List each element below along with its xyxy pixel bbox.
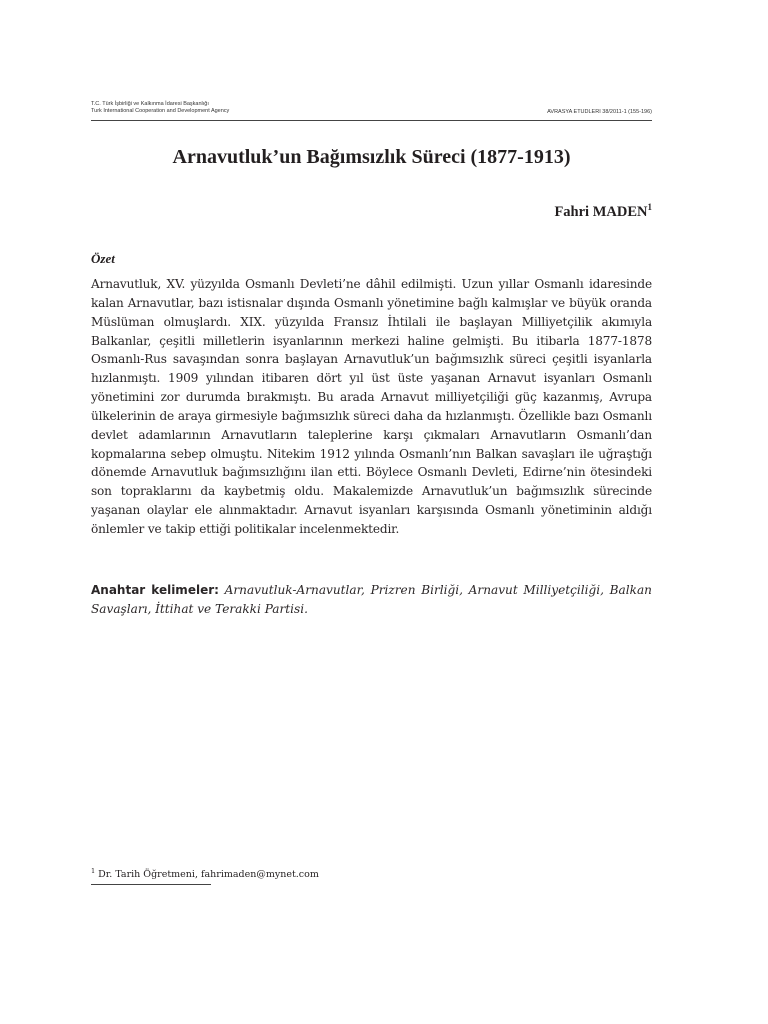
footnote-divider [91,884,211,885]
author-line [554,204,652,221]
footnote-text: Dr. Tarih Öğretmeni, fahrimaden@mynet.com [98,869,319,881]
footnote [91,864,652,882]
footnote-mark: 1 [91,867,96,875]
author-footnote-mark: 1 [647,202,652,212]
header-institution [91,101,229,115]
abstract-heading: Özet [91,251,115,266]
institution-line-2: Turk International Cooperation and Development Agency [91,108,230,114]
keywords [91,581,652,619]
keywords-label: Anahtar kelimeler: [91,583,219,597]
author-name: Fahri MADEN [554,204,648,220]
abstract-text: Arnavutluk, XV. yüzyılda Osmanlı Devleti’ne dâhil edilmişti. Uzun yıllar Osmanlı idaresinde kalan Arnavutlar, bazı istisnalar dışında Osmanlı yönetimine bağlı kalmışlar ve büyük oranda Müslüman olmuşlardı. XIX. yüzyılda Fransız İhtilali ile başlayan Milliyetçilik akımıyla Balkanlar, çeşitli milletlerin isyanlarının merkezi haline gelmişti. Bu itibarla 1877-1878 Osmanlı-Rus savaşından sonra başlayan Arnavutluk’un bağımsızlık süreci çeşitli isyanlarla hızlanmıştı. 1909 yılından itibaren dört yıl üst üste yaşanan Arnavut isyanları Osmanlı yönetimini zor durumda bırakmıştı. Bu arada Arnavut milliyetçiliği güç kazanmış, Avrupa ülkelerinin de araya girmesiyle bağımsızlık süreci daha da hızlanmıştı. Özellikle bazı Osmanlı devlet adamlarının Arnavutların taleplerine karşı çıkmaları Arnavutların Osmanlı’dan kopmalarına sebep olmuştu. Nitekim 1912 yılında Osmanlı’nın Balkan savaşları ile uğraştığı dönemde Arnavutluk bağımsızlığını ilan etti. Böylece Osmanlı Devleti, Edirne’nin ötesindeki son topraklarını da kaybetmiş oldu. Makalemizde Arnavutluk’un bağımsızlık sürecinde yaşanan olaylar ele alınmaktadır. Arnavut isyanları karşısında Osmanlı yönetiminin aldığı önlemler ve takip ettiği politikalar incelenmektedir. [91,277,652,536]
header-divider [91,120,652,121]
journal-reference: AVRASYA ETUDLERI 38/2011-1 (155-196) [547,109,652,115]
keywords-text: Arnavutluk-Arnavutlar, Prizren Birliği, Arnavut Milliyetçiliği, Balkan Savaşları, İttihat ve Terakki Partisi. [91,583,652,616]
article-title: Arnavutluk’un Bağımsızlık Süreci (1877-1913) [172,146,571,168]
institution-line-1: T.C. Türk İşbirliği ve Kalkınma İdaresi Başkanlığı [91,101,209,107]
